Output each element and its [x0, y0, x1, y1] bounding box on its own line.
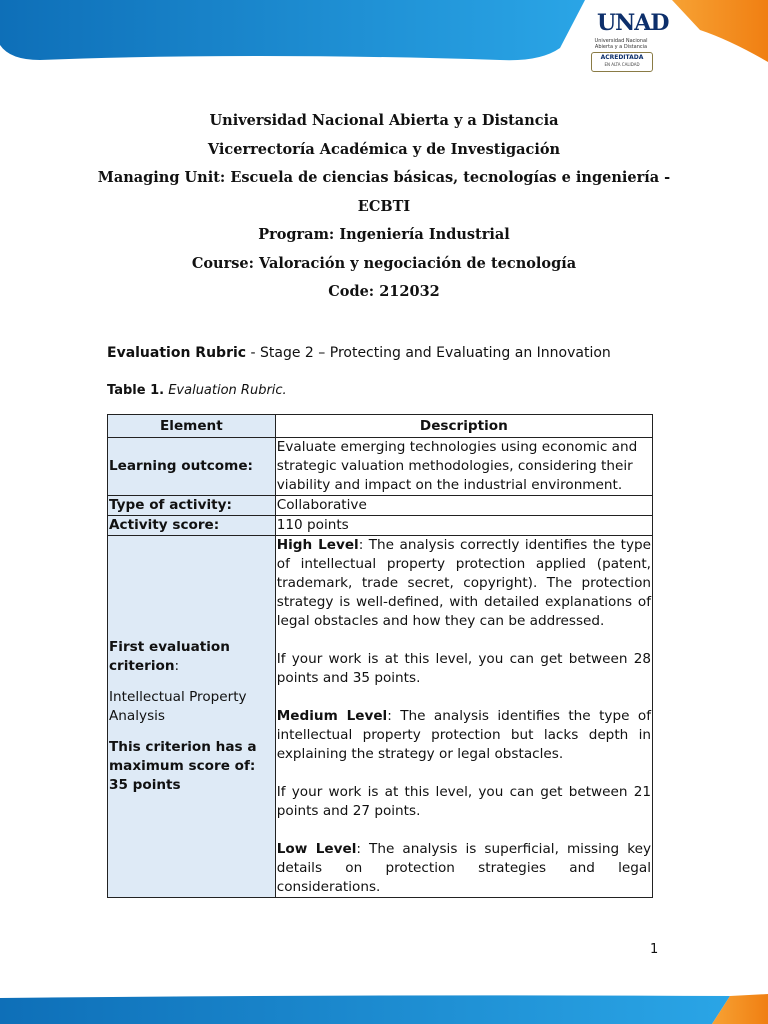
criterion-title: First evaluation criterion [109, 639, 230, 674]
header-element: Element [108, 415, 276, 438]
page-number: 1 [650, 942, 659, 957]
table-row [108, 516, 653, 536]
logo-mark: UNAD [597, 10, 669, 36]
high-level [277, 536, 651, 631]
bottom-banner [0, 994, 768, 1024]
criterion-levels [275, 536, 652, 898]
header-managing-unit: Managing Unit: Escuela de ciencias básicas, tecnologías e ingeniería - [97, 169, 671, 186]
header-university: Universidad Nacional Abierta y a Distancia [209, 112, 559, 129]
activity-score-value: 110 points [275, 516, 652, 536]
unad-logo [581, 10, 669, 74]
table-row [108, 536, 653, 898]
table-header-row [108, 415, 653, 438]
logo-line-2: Abierta y a Distancia [594, 44, 648, 50]
high-level-label: High Level [276, 537, 359, 553]
header-code: Code: 212032 [328, 283, 440, 300]
document-header [0, 107, 768, 307]
medium-level-text: : The analysis identifies the type of intellectual property protection but lacks depth in explaining the strategy or legal obstacles. [276, 708, 651, 762]
low-level [277, 840, 651, 897]
seal-title: ACREDITADA [600, 54, 644, 61]
table-row [108, 496, 653, 516]
medium-level [277, 707, 651, 764]
rubric-stage: - Stage 2 – Protecting and Evaluating an Innovation [246, 345, 611, 361]
learning-outcome-value: Evaluate emerging technologies using economic and strategic valuation methodologies, considering their viability and impact on the industrial environment. [275, 438, 652, 496]
table-caption [107, 383, 287, 398]
criterion-max-score: This criterion has a maximum score of: 35 points [109, 739, 257, 793]
seal-subtitle: EN ALTA CALIDAD [604, 62, 640, 67]
table-row [108, 438, 653, 496]
criterion-name: Intellectual Property Analysis [109, 689, 247, 724]
type-of-activity-value: Collaborative [275, 496, 652, 516]
criterion-cell [108, 536, 276, 898]
activity-score-label: Activity score: [108, 516, 276, 536]
accreditation-seal [591, 52, 653, 72]
medium-level-label: Medium Level [276, 708, 388, 724]
type-of-activity-label: Type of activity: [108, 496, 276, 516]
high-level-score: If your work is at this level, you can get between 28 points and 35 points. [276, 651, 651, 686]
criterion-colon: : [174, 658, 180, 674]
high-level-text: : The analysis correctly identifies the type of intellectual property protection applied (patent, trademark, trade secret, copyright). The protection strategy is well-defined, with detailed explanations of legal obstacles and how they can be addressed. [276, 537, 651, 629]
header-course: Course: Valoración y negociación de tecnología [191, 254, 577, 272]
learning-outcome-label: Learning outcome: [108, 438, 276, 496]
table-caption-label: Table 1. [107, 383, 165, 398]
rubric-label: Evaluation Rubric [107, 345, 247, 361]
header-description: Description [275, 415, 652, 438]
low-level-text: : The analysis is superficial, missing key details on protection strategies and legal considerations. [276, 841, 651, 895]
low-level-label: Low Level [276, 841, 357, 857]
medium-level-score: If your work is at this level, you can get between 21 points and 27 points. [276, 784, 651, 819]
logo-line-1: Universidad Nacional [594, 38, 648, 44]
header-vicerrectoria: Vicerrectoría Académica y de Investigación [207, 140, 561, 158]
criterion-heading [109, 638, 274, 676]
evaluation-rubric-table [107, 414, 653, 898]
header-program: Program: Ingeniería Industrial [258, 226, 510, 243]
header-ecbti: ECBTI [357, 197, 411, 215]
table-caption-text: Evaluation Rubric. [168, 383, 287, 398]
rubric-title [107, 345, 611, 361]
